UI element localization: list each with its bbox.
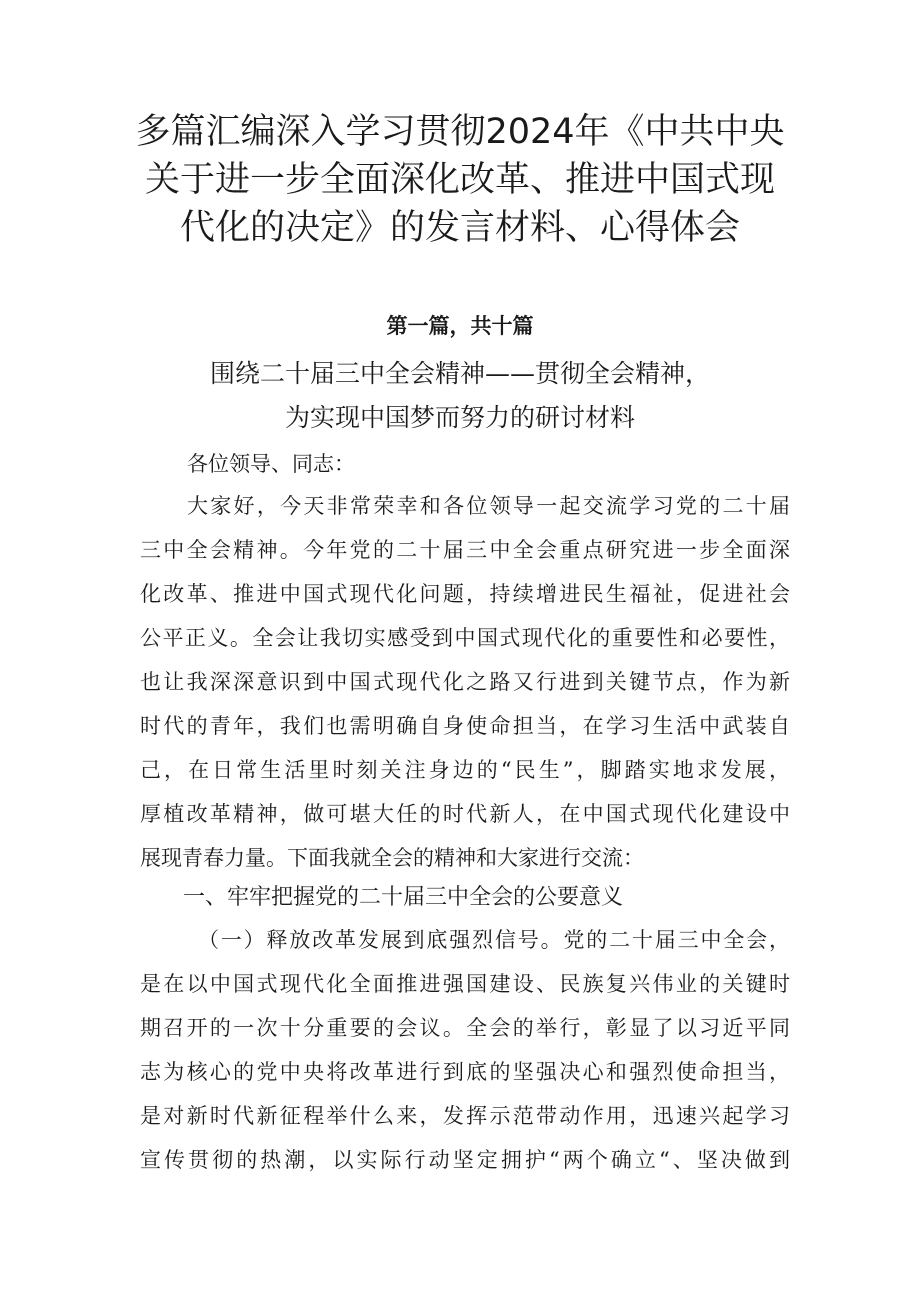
- paragraph-intro: [140, 484, 790, 880]
- paragraph-line: 时代的青年，我们也需明确自身使命担当，在学习生活中武装自: [140, 714, 790, 738]
- paragraph-line: 期召开的一次十分重要的会议。全会的举行，彰显了以习近平同: [140, 1016, 790, 1040]
- paragraph-line: 己，在日常生活里时刻关注身边的“民生”，脚踏实地求发展，: [140, 758, 790, 782]
- paragraph-line: （一）释放改革发展到底强烈信号。党的二十届三中全会，: [198, 928, 790, 952]
- subtitle-line: 为实现中国梦而努力的研讨材料: [284, 403, 635, 432]
- paragraph-line: 是在以中国式现代化全面推进强国建设、民族复兴伟业的关键时: [140, 972, 790, 996]
- paragraph-line: 三中全会精神。今年党的二十届三中全会重点研究进一步全面深: [140, 538, 790, 562]
- subtitle-line: 围绕二十届三中全会精神——贯彻全会精神，: [209, 359, 710, 388]
- section-label: 第一篇，共十篇: [386, 313, 534, 338]
- paragraph-line: 厚植改革精神，做可堪大任的时代新人，在中国式现代化建设中: [140, 802, 790, 826]
- paragraph-line: 也让我深深意识到中国式现代化之路又行进到关键节点，作为新: [140, 670, 790, 694]
- article-subtitle: [0, 352, 920, 440]
- title-line: 代化的决定》的发言材料、心得体会: [179, 208, 740, 248]
- paragraph-signal: [140, 918, 790, 1182]
- paragraph-line: 是对新时代新征程举什么来，发挥示范带动作用，迅速兴起学习: [140, 1104, 790, 1128]
- section-heading-1: 一、牢牢把握党的二十届三中全会的公要意义: [183, 885, 624, 910]
- title-line: 关于进一步全面深化改革、推进中国式现: [144, 160, 775, 200]
- paragraph-line: 化改革、推进中国式现代化问题，持续增进民生福祉，促进社会: [140, 582, 790, 606]
- title-line: 多篇汇编深入学习贯彻2024年《中共中央: [135, 112, 785, 152]
- paragraph-line: 公平正义。全会让我切实感受到中国式现代化的重要性和必要性，: [140, 626, 790, 650]
- document-title: [0, 108, 920, 252]
- salutation: 各位领导、同志：: [187, 452, 355, 476]
- paragraph-line: 宣传贯彻的热潮，以实际行动坚定拥护“两个确立“、坚决做到: [140, 1148, 790, 1172]
- paragraph-line: 大家好，今天非常荣幸和各位领导一起交流学习党的二十届: [187, 494, 790, 518]
- paragraph-line: 志为核心的党中央将改革进行到底的坚强决心和强烈使命担当，: [140, 1060, 790, 1084]
- paragraph-line: 展现青春力量。下面我就全会的精神和大家进行交流：: [140, 846, 644, 870]
